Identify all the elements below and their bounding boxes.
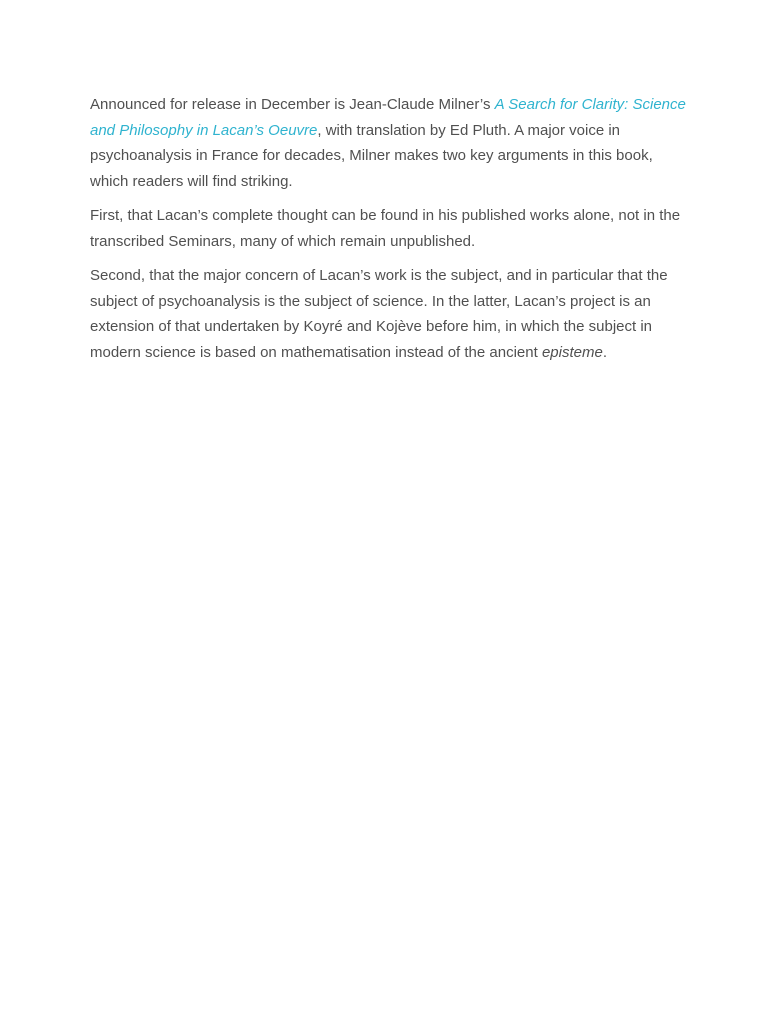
second-argument-end: .	[602, 343, 607, 361]
paragraph-announcement	[90, 92, 690, 194]
announcement-rest-text: , with translation by Ed Pluth. A major voice in psychoanalysis in France for decades, Milner makes two key arguments in this book, which readers will find striking.	[90, 121, 653, 190]
article-body	[90, 92, 690, 374]
paragraph-second-argument	[90, 263, 690, 365]
book-title-link[interactable]: A Search for Clarity: Science and Philosophy in Lacan’s Oeuvre	[90, 96, 686, 139]
episteme-term: episteme	[541, 343, 603, 361]
announcement-intro-text: Announced for release in December is Jean-Claude Milner’s	[90, 96, 495, 113]
first-argument-text: First, that Lacan’s complete thought can be found in his published works alone, not in the transcribed Seminars, many of which remain unpublished.	[90, 207, 681, 250]
second-argument-text: Second, that the major concern of Lacan’s work is the subject, and in particular that the subject of psychoanalysis is the subject of science. In the latter, Lacan’s project is an extension of that undertaken by Koyré and Kojève before him, in which the subject in modern science is based on mathematisation instead of the ancient	[90, 267, 668, 361]
paragraph-first-argument	[90, 203, 690, 254]
